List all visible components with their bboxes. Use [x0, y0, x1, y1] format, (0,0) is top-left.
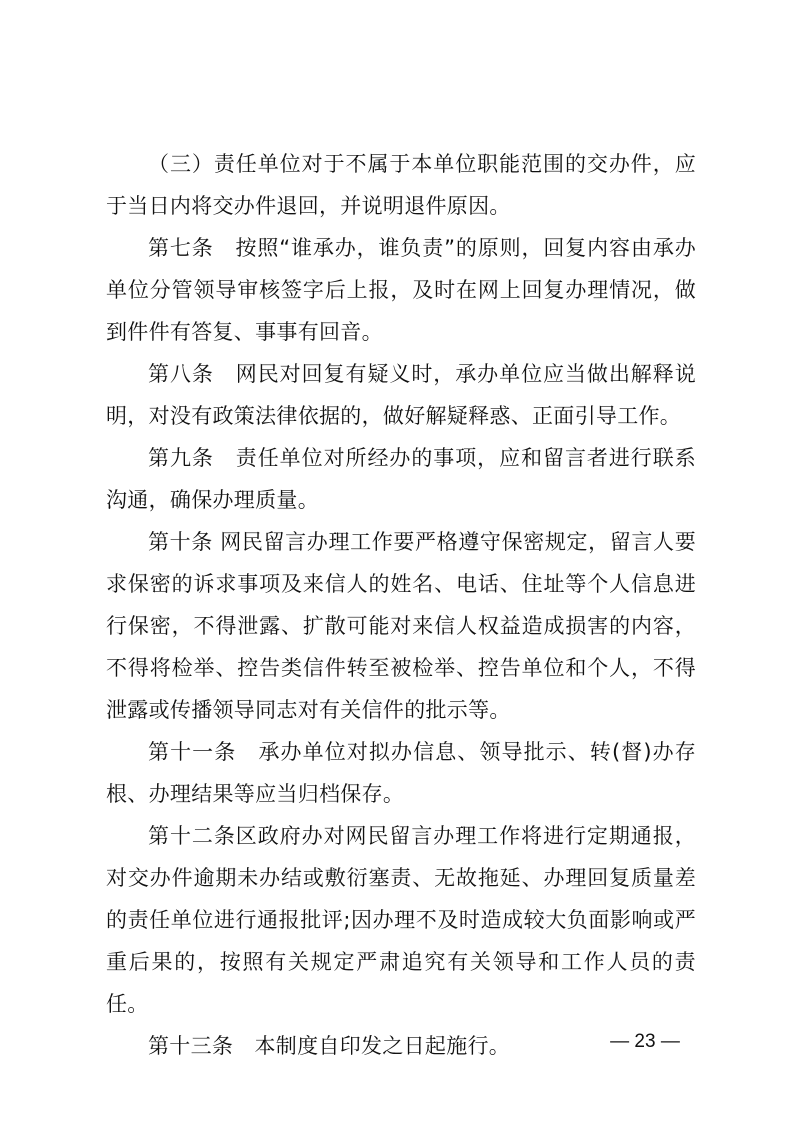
paragraph-article-11: 第十一条 承办单位对拟办信息、领导批示、转(督)办存根、办理结果等应当归档保存。 — [106, 740, 696, 806]
paragraph-article-9: 第九条 责任单位对所经办的事项，应和留言者进行联系沟通，确保办理质量。 — [106, 446, 696, 512]
document-body — [106, 143, 696, 1067]
paragraph-return-misassigned: （三）责任单位对于不属于本单位职能范围的交办件，应于当日内将交办件退回，并说明退件原因。 — [106, 152, 696, 218]
page-number: — 23 — — [610, 1031, 680, 1052]
paragraph-article-13: 第十三条 本制度自印发之日起施行。 — [148, 1034, 511, 1058]
paragraph-article-8: 第八条 网民对回复有疑义时，承办单位应当做出解释说明，对没有政策法律依据的，做好解疑释惑、正面引导工作。 — [106, 362, 696, 428]
paragraph-article-10: 第十条 网民留言办理工作要严格遵守保密规定，留言人要求保密的诉求事项及来信人的姓名、电话、住址等个人信息进行保密，不得泄露、扩散可能对来信人权益造成损害的内容，不得将检举、控告类信件转至被检举、控告单位和个人，不得泄露或传播领导同志对有关信件的批示等。 — [106, 530, 696, 722]
paragraph-article-7: 第七条 按照“谁承办，谁负责”的原则，回复内容由承办单位分管领导审核签字后上报，及时在网上回复办理情况，做到件件有答复、事事有回音。 — [106, 236, 696, 344]
paragraph-article-12: 第十二条区政府办对网民留言办理工作将进行定期通报，对交办件逾期未办结或敷衍塞责、无故拖延、办理回复质量差的责任单位进行通报批评;因办理不及时造成较大负面影响或严重后果的，按照有关规定严肃追究有关领导和工作人员的责任。 — [106, 824, 696, 1016]
